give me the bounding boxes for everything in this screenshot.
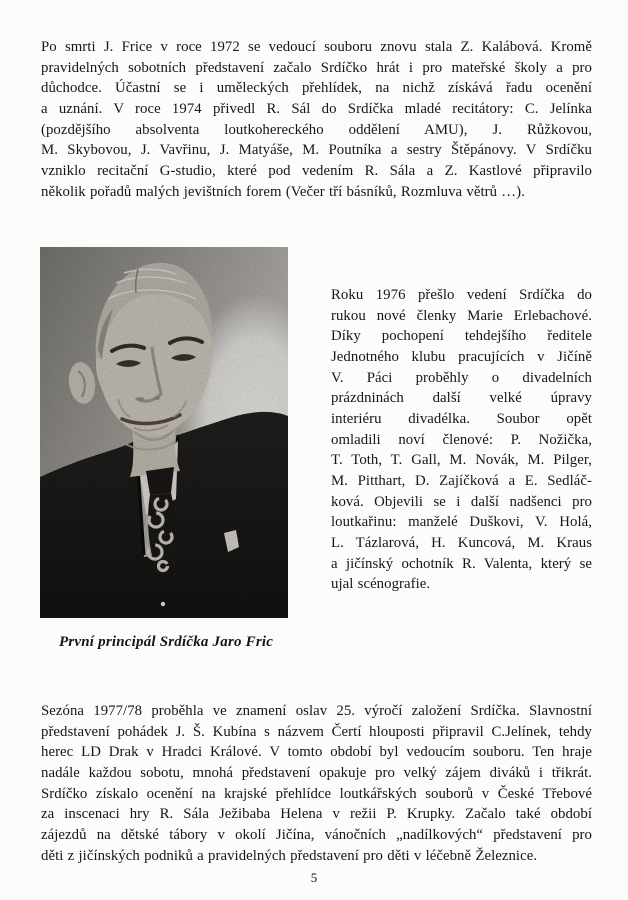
text-line: loutkařinu: manželé Duškovi, V. Holá, (331, 514, 592, 531)
text-line: herec LD Drak v Hradci Králové. V tomto období byl vedoucím souboru. Ten hraje (41, 744, 592, 761)
text-line: děti z jičínských podniků a pravidelných představení pro děti v léčebně Železnice. (41, 847, 538, 864)
text-line: prázdninách další velké úpravy (331, 390, 592, 407)
page-number: 5 (310, 870, 318, 885)
text-line: a jičínský ochotník R. Valenta, který se (331, 555, 592, 572)
text-line: ujal scénografie. (331, 576, 431, 593)
text-line: zájezdů na dětské tábory v okolí Jičína, vánočních „nadílkových“ představení pro (41, 826, 592, 843)
text-line: Po smrti J. Frice v roce 1972 se vedoucí souboru znovu stala Z. Kalábová. Kromě (41, 39, 592, 55)
text-line: vzniklo recitační G-studio, které pod vedením R. Sála a Z. Kastlové připravilo (41, 162, 592, 179)
paragraph-bottom (41, 701, 592, 866)
text-line: Jednotného klubu pracujících v Jičíně (331, 348, 592, 365)
text-line: důchodce. Účastní se i uměleckých přehlídek, na nichž získává řadu ocenění (41, 80, 592, 97)
photo-caption: První principál Srdíčka Jaro Fric (59, 634, 274, 650)
text-line: Sezóna 1977/78 proběhla ve znamení oslav 25. výročí založení Srdíčka. Slavnostní (41, 703, 592, 719)
text-line: Díky pochopení tehdejšího ředitele (331, 328, 592, 345)
text-line: nadále každou sobotu, mnohá představení opakuje pro velký zájem diváků i třikrát. (41, 764, 592, 781)
text-line: pravidelných sobotních představení začalo Srdíčko hrát i pro mateřské školy a pro (41, 59, 592, 76)
text-line: představení pohádek J. Š. Kubína s názvem Čertí hlouposti připravil C.Jelínek, tehdy (41, 723, 592, 740)
portrait-photo (40, 247, 288, 618)
text-line: rukou nové členky Marie Erlebachové. (331, 307, 592, 324)
text-line: několik pořadů malých jevištních forem (Večer tří básníků, Rozmluva větrů …). (41, 183, 525, 200)
text-line: M. Skybovou, J. Vavřinu, J. Matyáše, M. Poutníka a sestry Štěpánovy. V Srdíčku (41, 142, 592, 159)
portrait-photo-image (40, 247, 288, 618)
text-line: (pozdějšího absolventa loutkohereckého oddělení AMU), J. Růžkovou, (41, 121, 592, 138)
text-line: interiéru divadélka. Soubor opět (331, 410, 592, 427)
text-line: T. Toth, T. Gall, M. Novák, M. Pilger, (331, 452, 592, 469)
text-line: M. Pitthart, D. Zajíčková a E. Sedláč- (331, 472, 592, 489)
text-line: L. Tázlarová, H. Kuncová, M. Kraus (331, 534, 592, 551)
text-line: ková. Objevili se i další nadšenci pro (331, 493, 592, 510)
text-line: omladili noví členové: P. Nožička, (331, 431, 592, 448)
text-line: Roku 1976 přešlo vedení Srdíčka do (331, 287, 592, 303)
paragraph-top (41, 37, 592, 202)
text-line: a uznání. V roce 1974 přivedl R. Sál do Srdíčka mladé recitátory: C. Jelínka (41, 100, 592, 117)
paragraph-photo-side (331, 285, 592, 595)
text-line: Srdíčko získalo ocenění na krajské přehlídce loutkářských souborů v České Třebové (41, 785, 592, 802)
text-line: za inscenaci hry R. Sála Ježibaba Helena v režii P. Krupky. Začalo také období (41, 806, 592, 823)
text-line: V. Páci proběhly o divadelních (331, 369, 592, 386)
